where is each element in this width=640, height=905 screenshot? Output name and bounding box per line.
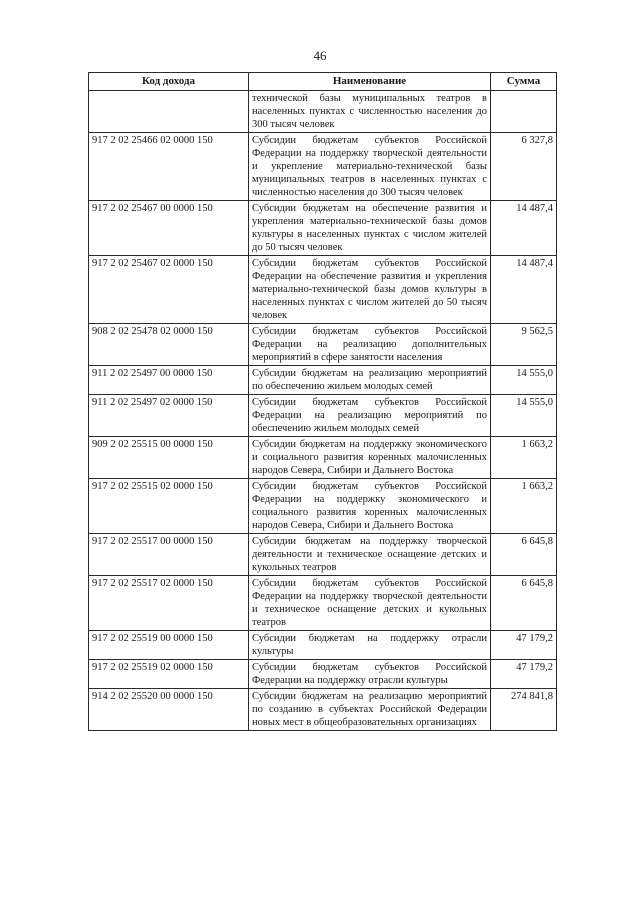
name-cell: Субсидии бюджетам на реализацию мероприятий по обеспечению жильем молодых семей: [249, 366, 491, 395]
name-cell: Субсидии бюджетам на поддержку экономического и социального развития коренных малочисленных народов Севера, Сибири и Дальнего Востока: [249, 437, 491, 479]
table-row: [89, 256, 557, 324]
table-row: [89, 631, 557, 660]
table-row: [89, 689, 557, 731]
table-body: [89, 91, 557, 731]
revenue-table: [88, 72, 557, 731]
header-code: Код дохода: [89, 73, 249, 91]
income-code-cell: 917 2 02 25517 02 0000 150: [89, 576, 249, 631]
sum-cell: 9 562,5: [491, 324, 557, 366]
name-cell: Субсидии бюджетам субъектов Российской Федерации на поддержку творческой деятельности и укрепление материально-технической базы муниципальных театров в населенных пунктах с численностью населения до 300 тысяч человек: [249, 133, 491, 201]
income-code-cell: 917 2 02 25519 02 0000 150: [89, 660, 249, 689]
income-code-cell: 909 2 02 25515 00 0000 150: [89, 437, 249, 479]
sum-cell: 47 179,2: [491, 631, 557, 660]
name-cell: Субсидии бюджетам на поддержку отрасли культуры: [249, 631, 491, 660]
table-row: [89, 133, 557, 201]
header-sum: Сумма: [491, 73, 557, 91]
sum-cell: 14 555,0: [491, 395, 557, 437]
name-cell: Субсидии бюджетам на поддержку творческой деятельности и техническое оснащение детских и кукольных театров: [249, 534, 491, 576]
table-row: [89, 437, 557, 479]
income-code-cell: 917 2 02 25515 02 0000 150: [89, 479, 249, 534]
sum-cell: 14 555,0: [491, 366, 557, 395]
table-row: [89, 324, 557, 366]
table-row: [89, 395, 557, 437]
income-code-cell: 908 2 02 25478 02 0000 150: [89, 324, 249, 366]
sum-cell: [491, 91, 557, 133]
sum-cell: 6 645,8: [491, 576, 557, 631]
table-row: [89, 534, 557, 576]
sum-cell: 14 487,4: [491, 256, 557, 324]
header-row: [89, 73, 557, 91]
name-cell: Субсидии бюджетам субъектов Российской Федерации на реализацию дополнительных мероприятий в сфере занятости населения: [249, 324, 491, 366]
table-row: [89, 479, 557, 534]
sum-cell: 47 179,2: [491, 660, 557, 689]
table-row: [89, 201, 557, 256]
table-row: [89, 91, 557, 133]
income-code-cell: 917 2 02 25466 02 0000 150: [89, 133, 249, 201]
table-row: [89, 660, 557, 689]
page-number: 46: [313, 48, 327, 63]
income-code-cell: [89, 91, 249, 133]
income-code-cell: 917 2 02 25519 00 0000 150: [89, 631, 249, 660]
name-cell: Субсидии бюджетам на реализацию мероприятий по созданию в субъектах Российской Федерации новых мест в общеобразовательных организациях: [249, 689, 491, 731]
income-code-cell: 911 2 02 25497 02 0000 150: [89, 395, 249, 437]
name-cell: Субсидии бюджетам субъектов Российской Федерации на обеспечение развития и укрепления материально-технической базы домов культуры в населенных пунктах с числом жителей до 50 тысяч человек: [249, 256, 491, 324]
name-cell: Субсидии бюджетам на обеспечение развития и укрепления материально-технической базы домов культуры в населенных пунктах с числом жителей до 50 тысяч человек: [249, 201, 491, 256]
income-code-cell: 911 2 02 25497 00 0000 150: [89, 366, 249, 395]
sum-cell: 14 487,4: [491, 201, 557, 256]
sum-cell: 1 663,2: [491, 437, 557, 479]
name-cell: Субсидии бюджетам субъектов Российской Федерации на поддержку экономического и социального развития коренных малочисленных народов Севера, Сибири и Дальнего Востока: [249, 479, 491, 534]
sum-cell: 274 841,8: [491, 689, 557, 731]
income-code-cell: 917 2 02 25467 00 0000 150: [89, 201, 249, 256]
sum-cell: 1 663,2: [491, 479, 557, 534]
table-row: [89, 366, 557, 395]
income-code-cell: 917 2 02 25517 00 0000 150: [89, 534, 249, 576]
header-name: Наименование: [249, 73, 491, 91]
income-code-cell: 917 2 02 25467 02 0000 150: [89, 256, 249, 324]
income-code-cell: 914 2 02 25520 00 0000 150: [89, 689, 249, 731]
table-row: [89, 576, 557, 631]
name-cell: Субсидии бюджетам субъектов Российской Федерации на реализацию мероприятий по обеспечению жильем молодых семей: [249, 395, 491, 437]
name-cell: Субсидии бюджетам субъектов Российской Федерации на поддержку творческой деятельности и техническое оснащение детских и кукольных театров: [249, 576, 491, 631]
name-cell: технической базы муниципальных театров в населенных пунктах с численностью населения до 300 тысяч человек: [249, 91, 491, 133]
sum-cell: 6 327,8: [491, 133, 557, 201]
sum-cell: 6 645,8: [491, 534, 557, 576]
table-header: [89, 73, 557, 91]
name-cell: Субсидии бюджетам субъектов Российской Федерации на поддержку отрасли культуры: [249, 660, 491, 689]
